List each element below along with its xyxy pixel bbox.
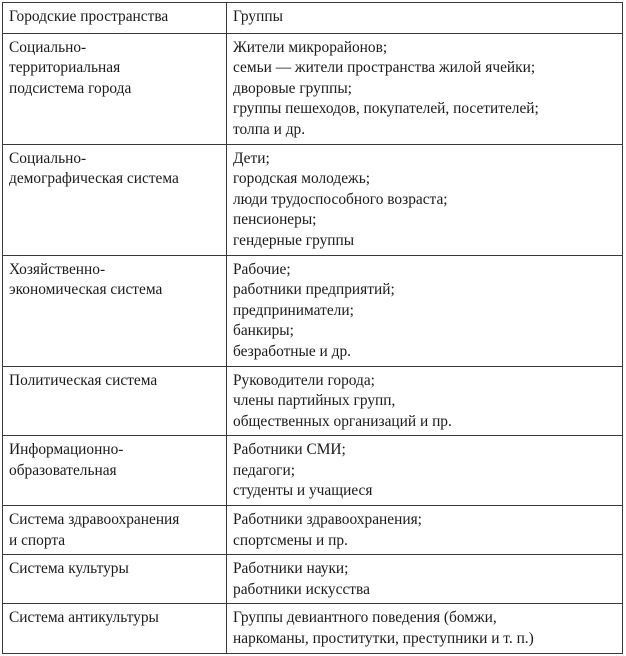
- groups-cell: [227, 255, 623, 366]
- group-line: педагоги;: [233, 461, 295, 479]
- group-line: люди трудоспособного возраста;: [233, 190, 448, 208]
- groups-cell: [227, 506, 623, 555]
- group-line: банкиры;: [233, 322, 294, 340]
- group-line: Руководители города;: [233, 371, 375, 389]
- space-line: Социально-: [9, 38, 87, 56]
- group-line: Жители микрорайонов;: [233, 38, 388, 56]
- table-row: [3, 436, 623, 506]
- space-line: Хозяйственно-: [9, 260, 106, 278]
- groups-cell: [227, 33, 623, 144]
- table-row: [3, 33, 623, 144]
- groups-cell: [227, 366, 623, 436]
- space-line: подсистема города: [9, 79, 132, 97]
- group-line: общественных организаций и пр.: [233, 412, 452, 430]
- group-line: городская молодежь;: [233, 170, 370, 188]
- group-line: наркоманы, проститутки, преступники и т. п.): [233, 630, 534, 648]
- space-line: экономическая система: [9, 281, 163, 299]
- header-urban-spaces: Городские пространства: [3, 3, 227, 34]
- table-row: [3, 604, 623, 653]
- table-row: [3, 255, 623, 366]
- group-line: спортсмены и пр.: [233, 531, 348, 549]
- space-cell: [3, 555, 227, 604]
- space-cell: [3, 436, 227, 506]
- space-cell: [3, 604, 227, 653]
- space-line: Информационно-: [9, 441, 124, 459]
- groups-cell: [227, 604, 623, 653]
- group-line: семьи — жители пространства жилой ячейки;: [233, 59, 536, 77]
- table-header-row: [3, 3, 623, 34]
- group-line: Рабочие;: [233, 260, 291, 278]
- space-line: и спорта: [9, 531, 66, 549]
- table-row: [3, 555, 623, 604]
- groups-cell: [227, 436, 623, 506]
- space-cell: [3, 144, 227, 255]
- group-line: Работники СМИ;: [233, 441, 346, 459]
- group-line: предприниматели;: [233, 301, 354, 319]
- group-line: Дети;: [233, 149, 270, 167]
- space-line: демографическая система: [9, 170, 179, 188]
- space-line: Система здравоохранения: [9, 511, 180, 529]
- urban-spaces-table: [2, 2, 623, 654]
- table-row: [3, 506, 623, 555]
- group-line: Работники здравоохранения;: [233, 511, 422, 529]
- space-line: территориальная: [9, 59, 121, 77]
- group-line: работники предприятий;: [233, 281, 395, 299]
- header-groups: Группы: [227, 3, 623, 34]
- space-cell: [3, 33, 227, 144]
- space-line: Система антикультуры: [9, 609, 159, 627]
- group-line: пенсионеры;: [233, 211, 317, 229]
- table-row: [3, 144, 623, 255]
- groups-cell: [227, 144, 623, 255]
- space-line: Политическая система: [9, 371, 158, 389]
- group-line: дворовые группы;: [233, 79, 352, 97]
- groups-cell: [227, 555, 623, 604]
- table-row: [3, 366, 623, 436]
- group-line: Работники науки;: [233, 560, 349, 578]
- group-line: студенты и учащиеся: [233, 482, 373, 500]
- group-line: безработные и др.: [233, 342, 352, 360]
- group-line: гендерные группы: [233, 231, 355, 249]
- space-line: Социально-: [9, 149, 87, 167]
- group-line: группы пешеходов, покупателей, посетителей;: [233, 100, 539, 118]
- group-line: толпа и др.: [233, 120, 306, 138]
- group-line: Группы девиантного поведения (бомжи,: [233, 609, 497, 627]
- group-line: работники искусства: [233, 580, 370, 598]
- space-cell: [3, 255, 227, 366]
- space-line: образовательная: [9, 461, 117, 479]
- group-line: члены партийных групп,: [233, 392, 396, 410]
- space-cell: [3, 366, 227, 436]
- space-line: Система культуры: [9, 560, 129, 578]
- space-cell: [3, 506, 227, 555]
